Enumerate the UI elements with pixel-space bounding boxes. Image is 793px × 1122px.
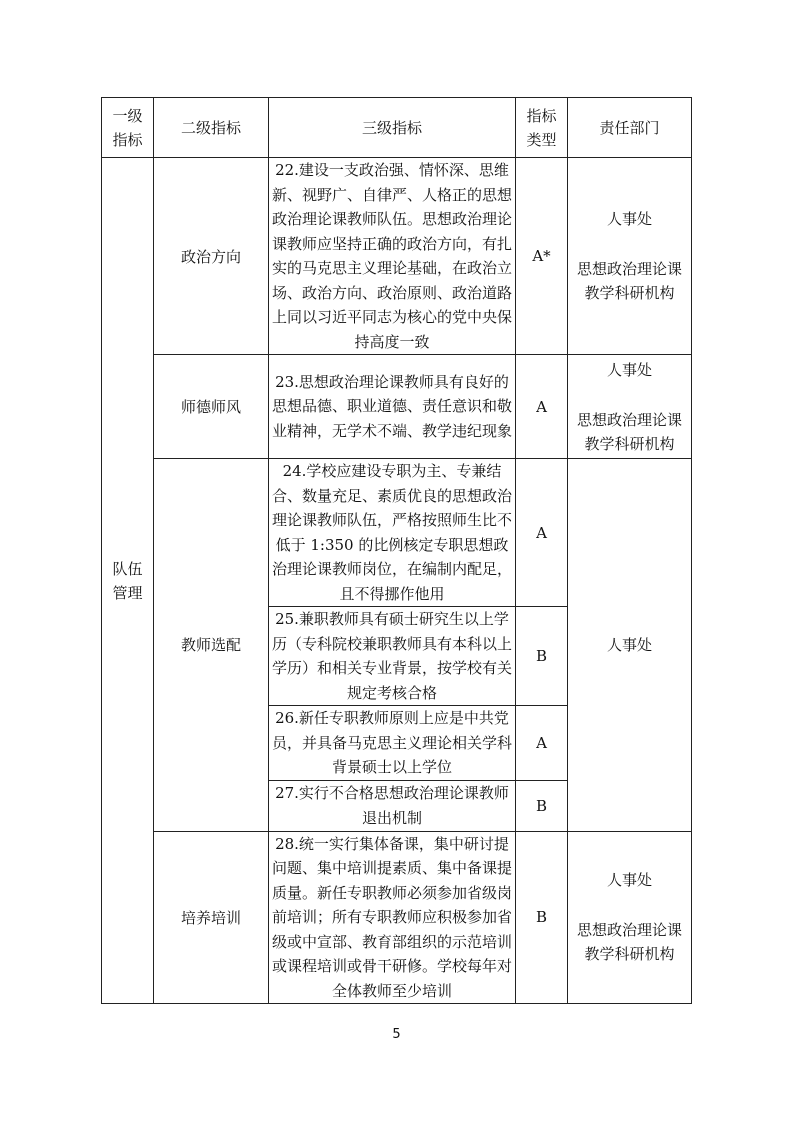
type-cell: B xyxy=(516,780,568,831)
dept-cell: 人事处 xyxy=(568,459,692,832)
table-row xyxy=(102,831,692,1004)
type-cell: A xyxy=(516,459,568,607)
level2-cell: 政治方向 xyxy=(154,158,269,355)
dept-cell: 人事处 思想政治理论课 教学科研机构 xyxy=(568,831,692,1004)
level2-cell: 培养培训 xyxy=(154,831,269,1004)
level1-cell: 队伍 管理 xyxy=(102,158,154,1004)
header-level3: 三级指标 xyxy=(269,98,516,158)
type-cell: A xyxy=(516,355,568,459)
header-level2: 二级指标 xyxy=(154,98,269,158)
level3-cell: 22.建设一支政治强、情怀深、思维新、视野广、自律严、人格正的思想政治理论课教师队伍。思想政治理论课教师应坚持正确的政治方向，有扎实的马克思主义理论基础，在政治立场、政治方向、政治原则、政治道路上同以习近平同志为核心的党中央保持高度一致 xyxy=(269,158,516,355)
type-cell: A xyxy=(516,706,568,781)
header-type: 指标 类型 xyxy=(516,98,568,158)
page-number: 5 xyxy=(392,1027,401,1042)
type-cell: A* xyxy=(516,158,568,355)
level3-cell: 28.统一实行集体备课，集中研讨提问题、集中培训提素质、集中备课提质量。新任专职教师必须参加省级岗前培训；所有专职教师应积极参加省级或中宣部、教育部组织的示范培训或课程培训或骨干研修。学校每年对全体教师至少培训 xyxy=(269,831,516,1004)
header-level1: 一级 指标 xyxy=(102,98,154,158)
header-dept: 责任部门 xyxy=(568,98,692,158)
dept-cell: 人事处 思想政治理论课 教学科研机构 xyxy=(568,158,692,355)
level2-cell: 教师选配 xyxy=(154,459,269,832)
type-cell: B xyxy=(516,607,568,706)
table-header-row xyxy=(102,98,692,158)
level3-cell: 24.学校应建设专职为主、专兼结合、数量充足、素质优良的思想政治理论课教师队伍，严格按照师生比不低于 1:350 的比例核定专职思想政治理论课教师岗位，在编制内配足，且不得挪作他用 xyxy=(269,459,516,607)
level3-cell: 26.新任专职教师原则上应是中共党员，并具备马克思主义理论相关学科背景硕士以上学位 xyxy=(269,706,516,781)
table-row xyxy=(102,158,692,355)
indicator-table xyxy=(101,97,692,1004)
level3-cell: 23.思想政治理论课教师具有良好的思想品德、职业道德、责任意识和敬业精神，无学术不端、教学违纪现象 xyxy=(269,355,516,459)
table-row xyxy=(102,355,692,459)
table-row xyxy=(102,459,692,607)
dept-cell: 人事处 思想政治理论课 教学科研机构 xyxy=(568,355,692,459)
level3-cell: 27.实行不合格思想政治理论课教师退出机制 xyxy=(269,780,516,831)
level2-cell: 师德师风 xyxy=(154,355,269,459)
level3-cell: 25.兼职教师具有硕士研究生以上学历（专科院校兼职教师具有本科以上学历）和相关专业背景，按学校有关规定考核合格 xyxy=(269,607,516,706)
type-cell: B xyxy=(516,831,568,1004)
